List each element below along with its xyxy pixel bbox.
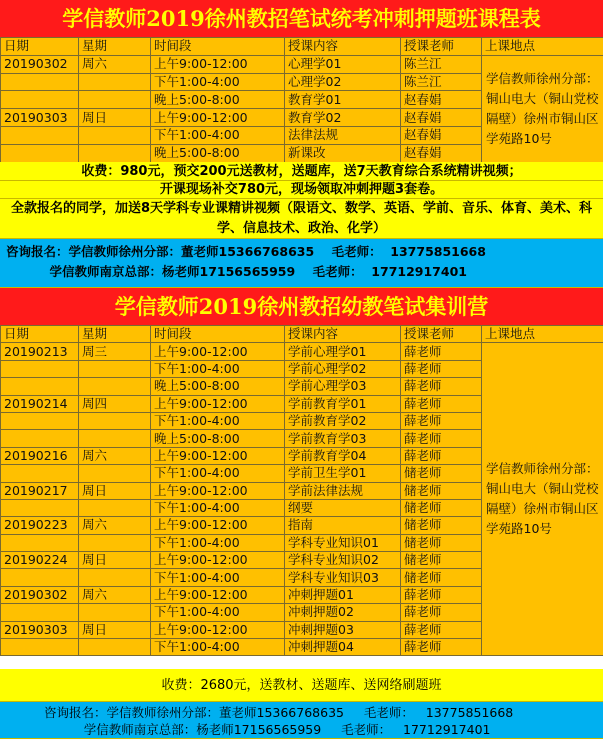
time-cell: 上午9:00-12:00 <box>151 395 285 412</box>
teacher-cell: 储老师 <box>401 569 482 586</box>
date-cell: 20190213 <box>1 343 79 360</box>
date-cell <box>1 499 79 516</box>
time-cell: 下午1:00-4:00 <box>151 534 285 551</box>
time-cell: 下午1:00-4:00 <box>151 412 285 429</box>
header-row <box>1 38 603 56</box>
weekday-cell <box>79 639 151 656</box>
date-cell <box>1 360 79 377</box>
weekday-cell: 周六 <box>79 517 151 534</box>
date-cell: 20190302 <box>1 55 79 73</box>
time-cell: 晚上5:00-8:00 <box>151 91 285 109</box>
header-weekday: 星期 <box>79 326 151 343</box>
weekday-cell: 周三 <box>79 343 151 360</box>
weekday-cell: 周日 <box>79 109 151 127</box>
content-cell: 学科专业知识02 <box>285 552 401 569</box>
schedule-title-preschool: 学信教师2019徐州教招幼教笔试集训营 <box>0 288 603 325</box>
weekday-cell <box>79 91 151 109</box>
time-cell: 上午9:00-12:00 <box>151 482 285 499</box>
weekday-cell <box>79 126 151 144</box>
time-cell: 上午9:00-12:00 <box>151 621 285 638</box>
header-weekday: 星期 <box>79 38 151 56</box>
time-cell: 上午9:00-12:00 <box>151 55 285 73</box>
weekday-cell <box>79 430 151 447</box>
weekday-cell <box>79 499 151 516</box>
header-time: 时间段 <box>151 38 285 56</box>
weekday-cell <box>79 569 151 586</box>
content-cell: 教育学02 <box>285 109 401 127</box>
fee-line-1: 收费：980元，预交200元送教材，送题库，送7天教育综合系统精讲视频； <box>0 162 603 181</box>
content-cell: 冲刺押题03 <box>285 621 401 638</box>
content-cell: 冲刺押题01 <box>285 586 401 603</box>
date-cell <box>1 569 79 586</box>
teacher-cell: 赵春娟 <box>401 91 482 109</box>
contact-line: 咨询报名：学信教师徐州分部：董老师15366768635 毛老师： 13775851668 <box>6 244 486 259</box>
date-cell <box>1 91 79 109</box>
preschool-schedule-table <box>0 325 603 656</box>
teacher-cell: 薛老师 <box>401 395 482 412</box>
header-row <box>1 326 603 343</box>
date-cell: 20190216 <box>1 447 79 464</box>
teacher-cell: 赵春娟 <box>401 109 482 127</box>
time-cell: 下午1:00-4:00 <box>151 569 285 586</box>
contact-line: 咨询报名：学信教师徐州分部：董老师15366768635 毛老师： 13775851668 <box>44 705 514 720</box>
teacher-cell: 薛老师 <box>401 378 482 395</box>
content-cell: 心理学02 <box>285 73 401 91</box>
contact-line: 学信教师南京总部：杨老师17156565959 毛老师： 17712917401 <box>6 264 467 279</box>
teacher-cell: 薛老师 <box>401 412 482 429</box>
time-cell: 下午1:00-4:00 <box>151 126 285 144</box>
weekday-cell <box>79 534 151 551</box>
date-cell: 20190303 <box>1 621 79 638</box>
content-cell: 法律法规 <box>285 126 401 144</box>
date-cell: 20190217 <box>1 482 79 499</box>
content-cell: 学前教育学01 <box>285 395 401 412</box>
weekday-cell <box>79 73 151 91</box>
weekday-cell: 周六 <box>79 55 151 73</box>
fee-line-2: 开课现场补交780元，现场领取冲刺押题3套卷。 <box>0 181 603 199</box>
weekday-cell <box>79 465 151 482</box>
contact-block-exam <box>0 239 603 288</box>
header-date: 日期 <box>1 38 79 56</box>
date-cell <box>1 378 79 395</box>
weekday-cell <box>79 412 151 429</box>
location-cell: 学信教师徐州分部：铜山电大（铜山党校隔壁）徐州市铜山区学苑路10号 <box>482 343 603 656</box>
teacher-cell: 储老师 <box>401 552 482 569</box>
schedule-title-exam: 学信教师2019徐州教招笔试统考冲刺押题班课程表 <box>0 0 603 37</box>
contact-block-preschool <box>0 702 603 739</box>
date-cell <box>1 144 79 162</box>
teacher-cell: 储老师 <box>401 534 482 551</box>
date-cell <box>1 465 79 482</box>
time-cell: 下午1:00-4:00 <box>151 465 285 482</box>
contact-line: 学信教师南京总部：杨老师17156565959 毛老师： 17712917401 <box>44 722 491 737</box>
weekday-cell <box>79 144 151 162</box>
date-cell <box>1 126 79 144</box>
header-date: 日期 <box>1 326 79 343</box>
content-cell: 学前心理学03 <box>285 378 401 395</box>
content-cell: 学前心理学01 <box>285 343 401 360</box>
bonus-announcement: 全款报名的同学，加送8天学科专业课精讲视频（限语文、数学、英语、学前、音乐、体育、美术、科学、信息技术、政治、化学） <box>0 199 603 239</box>
content-cell: 教育学01 <box>285 91 401 109</box>
location-cell: 学信教师徐州分部：铜山电大（铜山党校隔壁）徐州市铜山区学苑路10号 <box>482 55 603 162</box>
content-cell: 学前心理学02 <box>285 360 401 377</box>
time-cell: 上午9:00-12:00 <box>151 552 285 569</box>
teacher-cell: 薛老师 <box>401 586 482 603</box>
content-cell: 冲刺押题04 <box>285 639 401 656</box>
time-cell: 上午9:00-12:00 <box>151 343 285 360</box>
teacher-cell: 薛老师 <box>401 604 482 621</box>
header-location: 上课地点 <box>482 326 603 343</box>
teacher-cell: 薛老师 <box>401 360 482 377</box>
weekday-cell <box>79 360 151 377</box>
time-cell: 下午1:00-4:00 <box>151 604 285 621</box>
teacher-cell: 赵春娟 <box>401 126 482 144</box>
content-cell: 纲要 <box>285 499 401 516</box>
teacher-cell: 薛老师 <box>401 621 482 638</box>
weekday-cell: 周四 <box>79 395 151 412</box>
time-cell: 下午1:00-4:00 <box>151 73 285 91</box>
fee-line-preschool: 收费：2680元，送教材、送题库、送网络刷题班 <box>0 669 603 702</box>
content-cell: 新课改 <box>285 144 401 162</box>
table-row <box>1 343 603 360</box>
date-cell <box>1 73 79 91</box>
date-cell: 20190224 <box>1 552 79 569</box>
content-cell: 学前教育学02 <box>285 412 401 429</box>
content-cell: 学前教育学03 <box>285 430 401 447</box>
time-cell: 上午9:00-12:00 <box>151 586 285 603</box>
teacher-cell: 薛老师 <box>401 639 482 656</box>
content-cell: 学前法律法规 <box>285 482 401 499</box>
weekday-cell <box>79 604 151 621</box>
time-cell: 晚上5:00-8:00 <box>151 430 285 447</box>
header-teacher: 授课老师 <box>401 326 482 343</box>
time-cell: 上午9:00-12:00 <box>151 447 285 464</box>
teacher-cell: 薛老师 <box>401 430 482 447</box>
weekday-cell: 周六 <box>79 447 151 464</box>
weekday-cell: 周六 <box>79 586 151 603</box>
time-cell: 晚上5:00-8:00 <box>151 378 285 395</box>
time-cell: 下午1:00-4:00 <box>151 499 285 516</box>
teacher-cell: 薛老师 <box>401 343 482 360</box>
date-cell <box>1 639 79 656</box>
time-cell: 上午9:00-12:00 <box>151 109 285 127</box>
content-cell: 心理学01 <box>285 55 401 73</box>
content-cell: 学科专业知识03 <box>285 569 401 586</box>
weekday-cell <box>79 378 151 395</box>
teacher-cell: 陈兰江 <box>401 73 482 91</box>
date-cell <box>1 430 79 447</box>
content-cell: 学科专业知识01 <box>285 534 401 551</box>
time-cell: 晚上5:00-8:00 <box>151 144 285 162</box>
weekday-cell: 周日 <box>79 621 151 638</box>
content-cell: 学前卫生学01 <box>285 465 401 482</box>
header-content: 授课内容 <box>285 38 401 56</box>
teacher-cell: 储老师 <box>401 499 482 516</box>
date-cell: 20190303 <box>1 109 79 127</box>
teacher-cell: 储老师 <box>401 517 482 534</box>
header-teacher: 授课老师 <box>401 38 482 56</box>
header-time: 时间段 <box>151 326 285 343</box>
content-cell: 冲刺押题02 <box>285 604 401 621</box>
exam-schedule-table <box>0 37 603 163</box>
teacher-cell: 储老师 <box>401 465 482 482</box>
teacher-cell: 储老师 <box>401 482 482 499</box>
time-cell: 上午9:00-12:00 <box>151 517 285 534</box>
content-cell: 学前教育学04 <box>285 447 401 464</box>
date-cell: 20190214 <box>1 395 79 412</box>
teacher-cell: 赵春娟 <box>401 144 482 162</box>
date-cell <box>1 412 79 429</box>
weekday-cell: 周日 <box>79 552 151 569</box>
date-cell <box>1 534 79 551</box>
header-location: 上课地点 <box>482 38 603 56</box>
time-cell: 下午1:00-4:00 <box>151 360 285 377</box>
date-cell: 20190302 <box>1 586 79 603</box>
date-cell: 20190223 <box>1 517 79 534</box>
date-cell <box>1 604 79 621</box>
weekday-cell: 周日 <box>79 482 151 499</box>
teacher-cell: 薛老师 <box>401 447 482 464</box>
teacher-cell: 陈兰江 <box>401 55 482 73</box>
header-content: 授课内容 <box>285 326 401 343</box>
table-row <box>1 55 603 73</box>
time-cell: 下午1:00-4:00 <box>151 639 285 656</box>
content-cell: 指南 <box>285 517 401 534</box>
